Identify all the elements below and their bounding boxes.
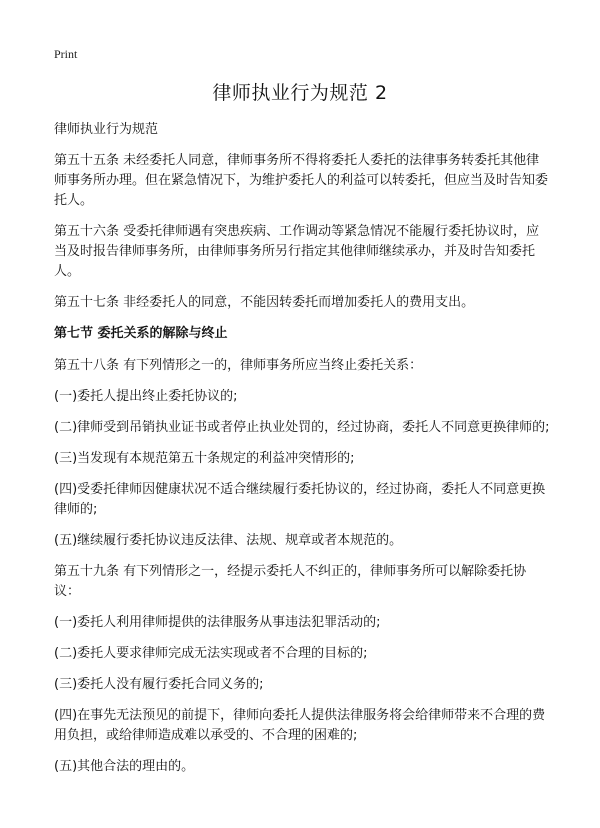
print-link[interactable]: Print bbox=[54, 47, 78, 61]
article-59-item-5: (五)其他合法的理由的。 bbox=[54, 759, 195, 774]
article-58-item-1: (一)委托人提出终止委托协议的; bbox=[54, 389, 238, 404]
article-58-item-2: (二)律师受到吊销执业证书或者停止执业处罚的，经过协商，委托人不同意更换律师的; bbox=[54, 420, 550, 435]
article-59-item-3: (三)委托人没有履行委托合同义务的; bbox=[54, 677, 264, 692]
article-58-item-3: (三)当发现有本规范第五十条规定的利益冲突情形的; bbox=[54, 451, 355, 466]
document-title: 律师执业行为规范 2 bbox=[212, 82, 388, 104]
article-59: 第五十九条 有下列情形之一，经提示委托人不纠正的，律师事务所可以解除委托协议： bbox=[54, 564, 527, 599]
article-59-item-4: (四)在事先无法预见的前提下，律师向委托人提供法律服务将会给律师带来不合理的费用负担，或给律师造成难以承受的、不合理的困难的; bbox=[54, 708, 546, 743]
document-body bbox=[54, 120, 552, 788]
article-56: 第五十六条 受委托律师遇有突患疾病、工作调动等紧急情况不能履行委托协议时，应当及时报告律师事务所，由律师事务所另行指定其他律师继续承办，并及时告知委托人。 bbox=[54, 224, 540, 279]
section-heading: 第七节 委托关系的解除与终止 bbox=[54, 326, 228, 341]
document-subtitle: 律师执业行为规范 bbox=[54, 122, 159, 137]
article-58-item-5: (五)继续履行委托协议违反法律、法规、规章或者本规范的。 bbox=[54, 533, 403, 548]
article-57: 第五十七条 非经委托人的同意，不能因转委托而增加委托人的费用支出。 bbox=[54, 295, 475, 310]
article-59-item-1: (一)委托人利用律师提供的法律服务从事违法犯罪活动的; bbox=[54, 615, 381, 630]
article-55: 第五十五条 未经委托人同意，律师事务所不得将委托人委托的法律事务转委托其他律师事务所办理。但在紧急情况下，为维护委托人的利益可以转委托，但应当及时告知委托人。 bbox=[54, 153, 549, 208]
article-58-item-4: (四)受委托律师因健康状况不适合继续履行委托协议的，经过协商，委托人不同意更换律师的; bbox=[54, 482, 546, 517]
article-59-item-2: (二)委托人要求律师完成无法实现或者不合理的目标的; bbox=[54, 646, 368, 661]
article-58: 第五十八条 有下列情形之一的，律师事务所应当终止委托关系： bbox=[54, 358, 423, 373]
